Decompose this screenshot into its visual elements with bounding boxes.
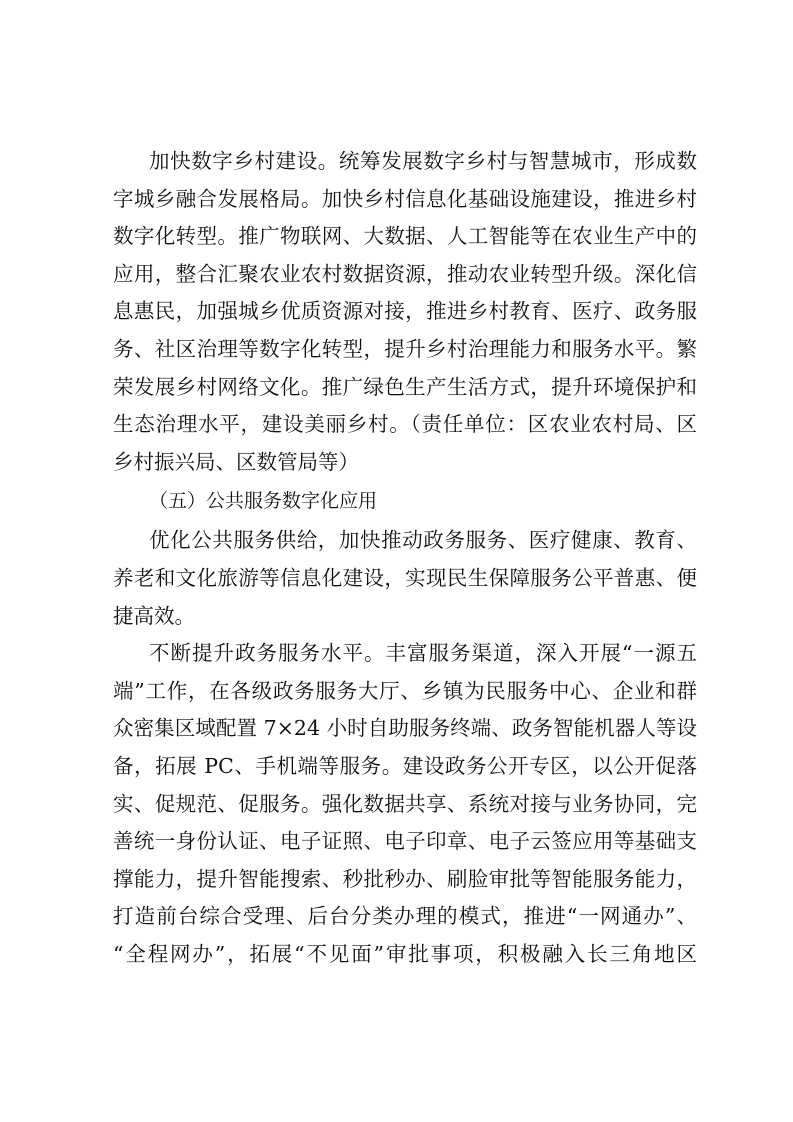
text-line: 息惠民，加强城乡优质资源对接，推进乡村教育、医疗、政务服 [113,299,697,324]
text-line: 应用，整合汇聚农业农村数据资源，推动农业转型升级。深化信 [113,261,697,286]
document-page [113,143,697,973]
text-line: 众密集区域配置 7×24 小时自助服务终端、政务智能机器人等设 [113,716,697,741]
text-line: 撑能力，提升智能搜索、秒批秒办、刷脸审批等智能服务能力， [113,866,697,891]
text-line: 优化公共服务供给，加快推动政务服务、医疗健康、教育、 [149,528,697,553]
text-line: 打造前台综合受理、后台分类办理的模式，推进“一网通办”、 [113,904,697,929]
text-line: 捷高效。 [113,603,195,628]
paragraph-government-service [113,635,697,973]
text-line: “全程网办”，拓展“不见面”审批事项，积极融入长三角地区 [113,941,697,966]
text-line: 荣发展乡村网络文化。推广绿色生产生活方式，提升环境保护和 [113,374,697,399]
paragraph-digital-village [113,143,697,481]
text-line: 乡村振兴局、区数管局等） [113,449,359,474]
paragraph-public-service [113,522,697,635]
text-line: 数字化转型。推广物联网、大数据、人工智能等在农业生产中的 [113,224,697,249]
text-line: 务、社区治理等数字化转型，提升乡村治理能力和服务水平。繁 [113,336,697,361]
text-line: 备，拓展 PC、手机端等服务。建设政务公开专区，以公开促落 [113,753,697,778]
text-line: 不断提升政务服务水平。丰富服务渠道，深入开展“一源五 [149,641,697,666]
text-line: 字城乡融合发展格局。加快乡村信息化基础设施建设，推进乡村 [113,186,697,211]
text-line: 生态治理水平，建设美丽乡村。（责任单位：区农业农村局、区 [113,412,697,437]
text-line: 端”工作，在各级政务服务大厅、乡镇为民服务中心、企业和群 [113,678,697,703]
text-line: 加快数字乡村建设。统筹发展数字乡村与智慧城市，形成数 [149,149,697,173]
text-line: 养老和文化旅游等信息化建设，实现民生保障服务公平普惠、便 [113,565,697,590]
section-heading: （五）公共服务数字化应用 [149,490,378,513]
text-line: 善统一身份认证、电子证照、电子印章、电子云签应用等基础支 [113,829,697,854]
text-line: 实、促规范、促服务。强化数据共享、系统对接与业务协同，完 [113,791,697,816]
